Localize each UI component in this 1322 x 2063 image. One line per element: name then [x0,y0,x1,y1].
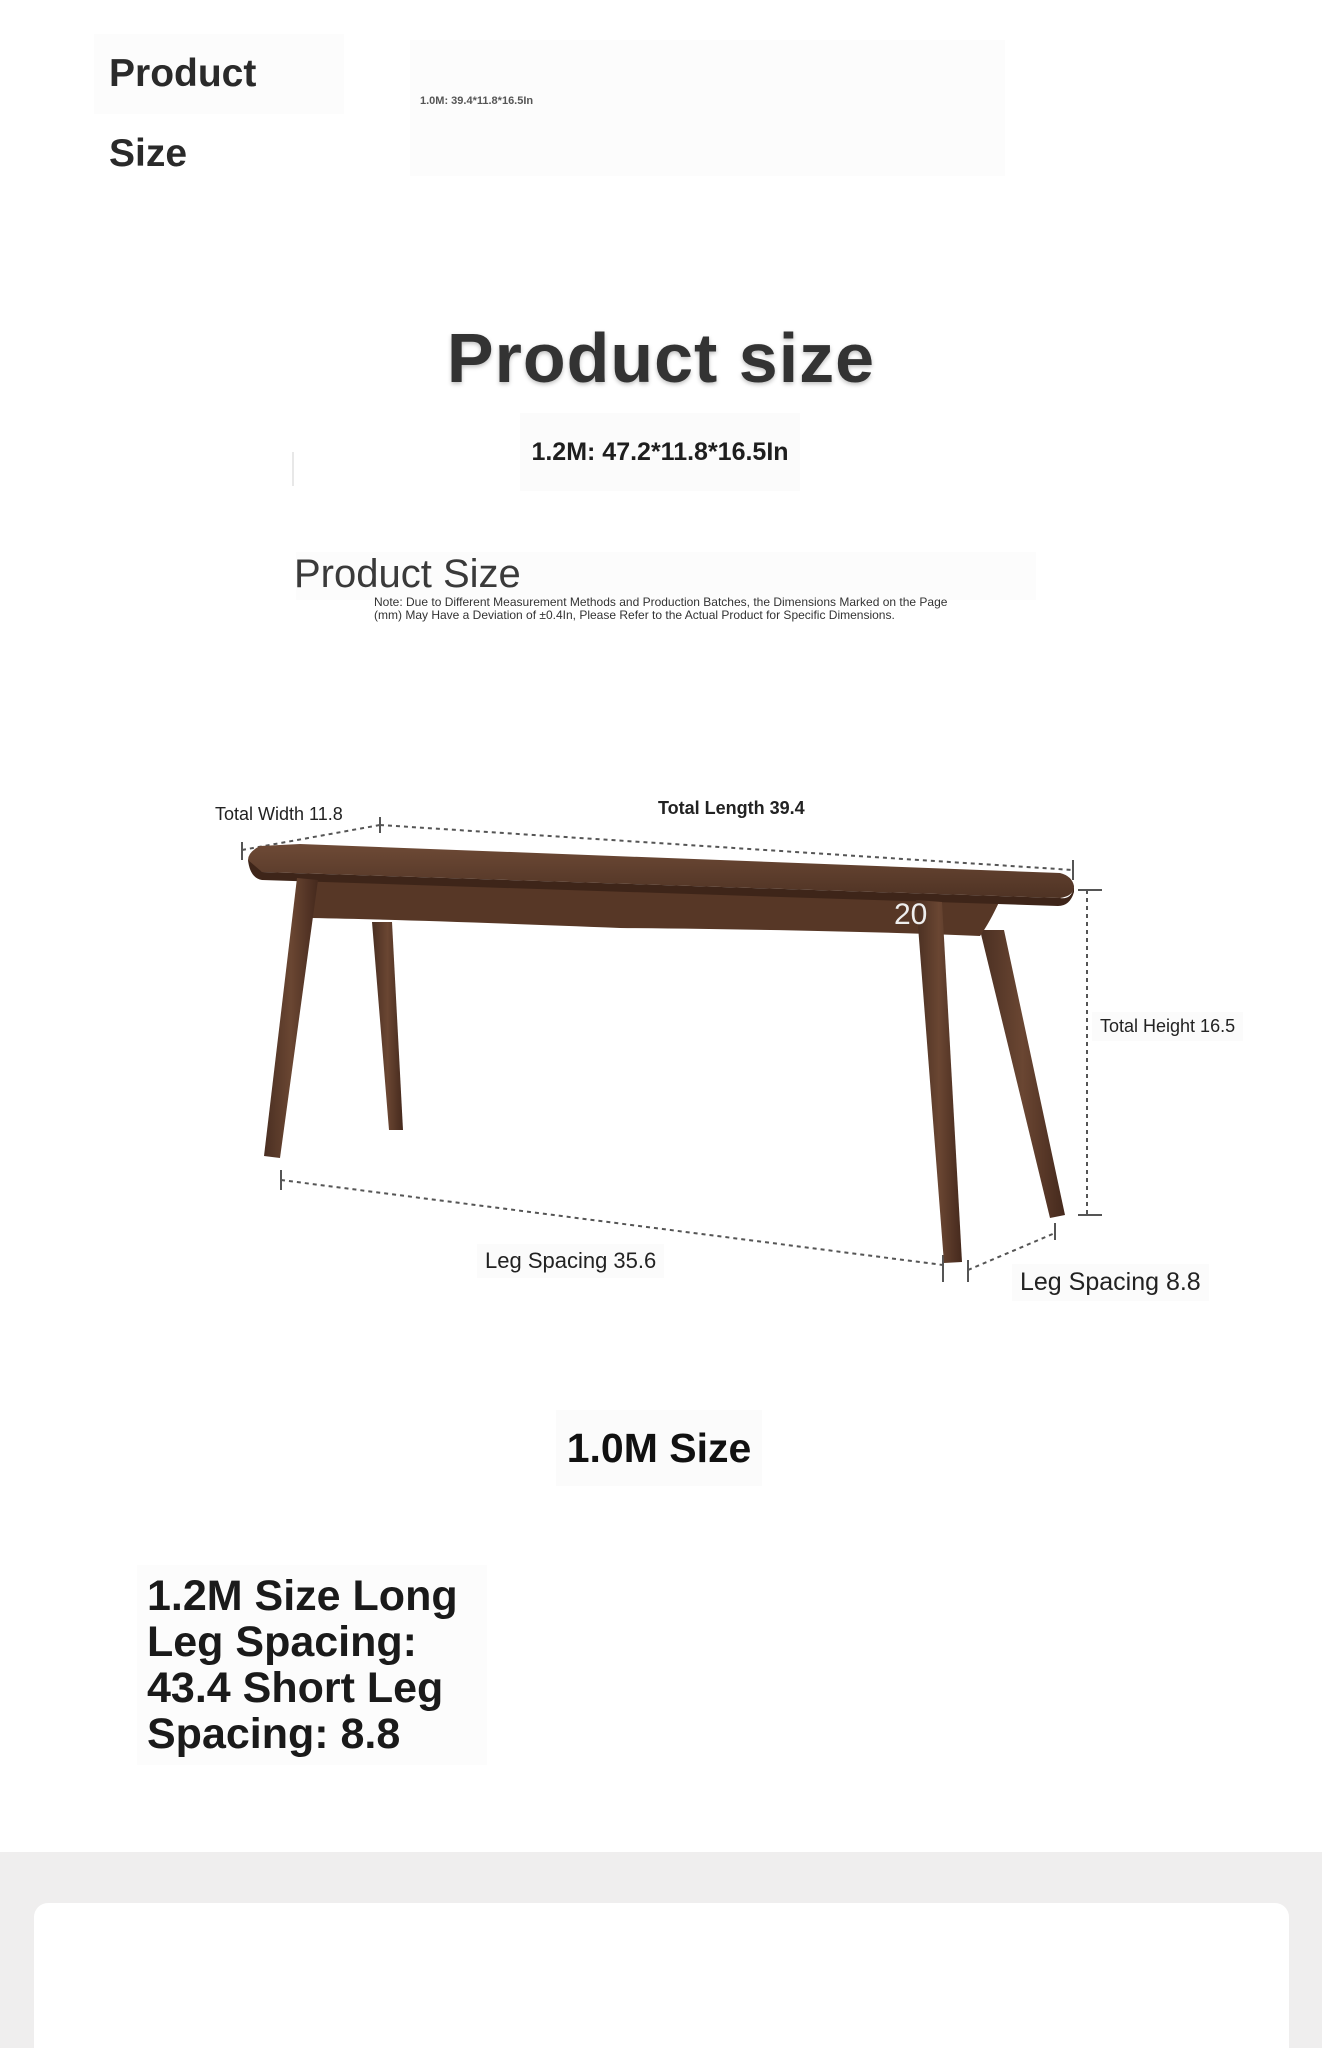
bench-diagram [0,760,1322,1320]
measurement-note: Note: Due to Different Measurement Methods and Production Batches, the Dimensions Marked on the Page (mm) May Have a Deviation of ±0.4In, Please Refer to the Actual Product for Specific Dimensions. [374,595,948,622]
bottom-card [34,1903,1289,2063]
leg-spacing-short-label: Leg Spacing 8.8 [1012,1264,1209,1301]
leg-spacing-long-label: Leg Spacing 35.6 [477,1244,664,1278]
front-left-leg [264,878,318,1158]
header-small-dimension: 1.0M: 39.4*11.8*16.5In [420,95,534,107]
stray-mark: 20 [894,898,928,931]
size-1-2m-caption: 1.2M Size Long Leg Spacing: 43.4 Short Leg Spacing: 8.8 [137,1565,487,1765]
dimension-1-2m: 1.2M: 47.2*11.8*16.5In [520,413,800,491]
total-height-label: Total Height 16.5 [1092,1012,1243,1041]
header-title: Product Size [94,34,344,114]
back-left-leg [372,922,403,1130]
size-1-0m-caption: 1.0M Size [556,1410,762,1486]
header-panel [410,40,1005,176]
total-width-label: Total Width 11.8 [215,804,343,824]
back-right-leg [980,930,1065,1218]
divider-line [292,452,294,486]
product-size-heading: Product size [446,319,876,397]
front-right-leg [916,900,962,1263]
product-size-label: Product Size [294,552,521,596]
total-length-label: Total Length 39.4 [658,798,805,818]
